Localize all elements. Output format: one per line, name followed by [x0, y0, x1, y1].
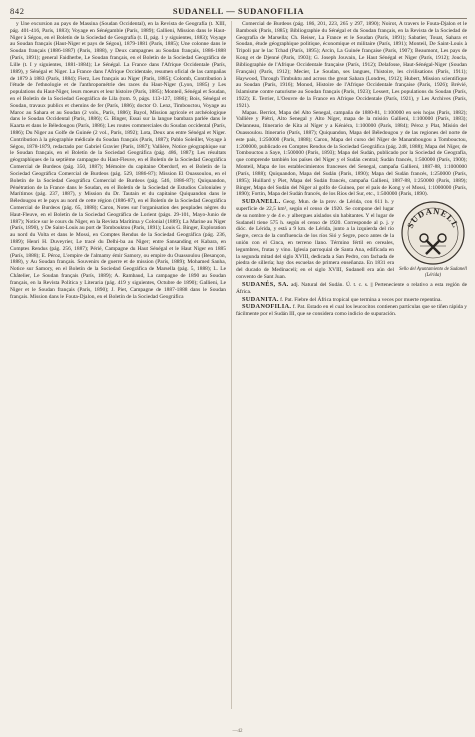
page-header [10, 5, 467, 19]
bibliography-continuation: Comercial de Burdeos (pág. 186, 201, 223, 265 y 297, 1890); Noirot, A travers le Fouta-Djalon et le Bambouk (París, 1885); Bibliographie du Sénégal et du Soudan français, en la Revista de la Sociedad de Geografía de Marsella; Ch. Reiser, La France et le Soudan (París, 1891); Sabatier, Touat, Sahara et Soudan, étude géographique politique, économique et militaire (París, 1891); Monteil, De Saint-Louis à Tripoli par le lac Tchad (París, 1895); Arcin, La Guinée française (París, 1907); Beaumont, Les pays de Kong et de Djenné (París, 1903); G. Joseph Jouvain, Le Haut Sénégal et Niger (París, 1912); Joucla, Bibliographie de l'Afrique Occidentale française (París, 1912); Delafosse, Haut-Sénégal-Niger (Soudan Français) (París, 1912); Mecier, Le Soudan, ses langues, l'histoire, les civilisations (París, 1911); Haywood, Through Timbuktu and across the great Sahara (Londres, 1912); Hubert, Mission scientifique au Soudan (París, 1916); Monod, Histoire de l'Afrique Occidentale française (París, 1926); Brévié, Islamisme contre naturisme au Soudan français (París, 1923); Lessert, Les populations du Soudan (París, 1922); E. Terrier, L'Oeuvre de la France en Afrique Occidentale (París, 1921), y Les Archives (París, 1921). [236, 21, 467, 109]
headword: SUDANELL. [242, 198, 281, 206]
headword: SUDANOFILIA. [242, 303, 292, 311]
seal-caption: Sello del Ayuntamiento de Sudanell (Lérida) [399, 267, 467, 278]
column-divider [231, 21, 232, 709]
page-number: 842 [10, 6, 25, 16]
entry-body: adj. Natural del Sudán. Ú. t. c. s. || Perteneciente o relativo a esta región de África. [236, 281, 467, 295]
bibliography-paragraph: y Une excursion au pays de Massina (Soudan Occidental), en la Revista de Geografía (t. XIII, pág. 401-416, París, 1883); Voyage en Sénégambie (París, 1889); Gallieni, Mission dans le Haut-Niger à Ségou, en el Boletín de la Sociedad de Geografía (t. II, pág. 1 y siguientes, 1883); Voyage au Soudan français (Haut-Niger et pays de Ségou), 1879-1881 (París, 1885); Une colonne dans le Soudan français (1886-1887) (París, 1888), y Deux campagnes au Soudan français, 1886-1888 (París, 1891); general Faidherbe, Le Soudan français, en el Boletín de la Sociedad Geográfica de Lille (t. I y siguientes, 1881-1884); Le Sénégal. La France dans l'Afrique Occidentale (París, 1889), y Sénégal et Niger. La France dans l'Afrique Occidentale, resumen oficial de las campañas de 1879 à 1883 (París, 1884); Fierz, Les français au Niger (París, 1885); Colomb, Contribution à l'étude de l'ethnologie et de l'anthropométrie des races du Haut-Niger (Lyon, 1885) y Les populations du Haut-Niger, leurs moeurs et leur histoire (París, 1885); Monteil, Sénégal et Soudan, en el Boletín de la Sociedad Geográfica de Lila (tom. 9, págs. 113-127, 1886); Bois, Sénégal et Soudan, travaux publics et chemins de fer (París, 1886); doctor O. Lenz, Timbouctou, Voyage au Maroc au Sahara et au Soudan (2 vols., París, 1886); Bayol, Mission agricole et archéologique dans le Soudan Occidental (París, 1886); G. Binger, Essai sur la langue bambara parlée dans le Kaarta et dans le Béledougou (París, 1886); Les routes commerciales du Soudan occidental (París, 1886); Du Niger au Golfe de Guinée (2 vol., París, 1892); Lota, Deux ans entre Sénégal et Niger. Contribution à la géographie médicale du Soudan français (París, 1887); Pablo Soleillet, Voyage à Ségou, 1878-1879, redactado por Gabriel Gravier (París, 1887); Vallière, Notice géographique sur le Soudan français, en el Boletín de la Sociedad Geográfica (pág. 486, 1887); Les résultats géographiques de la septième campagne du Haut-Fleuve, en el Boletín de la Sociedad Geográfica Comercial de Burdeos (pág. 350, 1887); Mémoire du capitaine Oberdorf, en el Boletín de la Sociedad Geográfica Comercial de Burdeos (pág. 529, 1886-87); Mission El Ouassoulou, en el Boletín de la Sociedad Geográfica Comercial de Burdeos (pág. 546, 1886-87); Quiquandon, Pénétration de la France dans le Soudan, en el Boletín de la Sociedad de Estudios Coloniales y Marítimos (pág. 237, 1887), y Mission du Dr. Tautain et du capitaine Quiquandon dans le Béledougou et le pays au nord de cette région (1886-87), en el Boletín de la Sociedad Geográfica Comercial de Burdeos (pág. 65, 1888); Caron, Notes sur l'organisation des peuplades nègres du Haut-Fleuve, en el Boletín de la Sociedad Geográfica de Lorient (págs. 29-101, Mayo-Junio de 1887); Notice sur le cours du Niger, en la Revista Marítima y Colonial (1889); La Marine au Niger (París, 1890), y De Saint-Louis au port de Tombouktou (París, 1891); Louis G. Binger, Exploration au nord du Volta et dans le Mossi, en Comptes Rendus de la Sociedad Geográfica (pág. 236, 1889); Henri H. Duveyrier, Le tracé du Delhi-ba au Niger; entre Sansanding et Kabara, en Comptes Rendus (pág. 256, 1887); Périé, Campagne du Haut Sénégal et le Haut Niger en 1885 (París, 1888); E. Péroz, L'empire de l'almamy émir Samory, ou empire du Ouassoulou (Besançon, 1888), y Au Soudan français. Souvenirs de guerre et de mission (París, 1889); Mohamed Sanha, Notice sur Samory, en el Boletín de la Sociedad Geográfica de Marsella (pág. 5, 1888); L. Le Châtelier, Le Soudan français (París, 1889); A. Rambaud, La campagne de 1890 au Soudan français, en la Revista Política y Literaria (pág. 419 y siguientes, Octubre de 1890); Gallieni, Le Niger et le Soudan français (París, 1890); J. Piet, Campagne de 1887-1888 dans le Soudan français. Mission dans le Fouta-Djalon, en el Boletín de la Sociedad Geográfica [10, 21, 226, 300]
text-columns [10, 21, 467, 709]
entry-sudanes [236, 281, 467, 296]
entry-body: f. Pat. Fiebre del África tropical que termina a veces por muerte repentina. [280, 296, 442, 303]
seal-lettering: SUDANELL [404, 205, 462, 230]
headword: SUDANÉS, SA. [242, 280, 289, 288]
page-footer-mark: —42 [232, 729, 243, 734]
entry-body: f. Pat. Estado en el cual los leucocitos contienen partículas que se tiñen rápida y fácilmente por el Sudán III, que se considera como indicio de supuración. [236, 304, 467, 318]
seal-image [400, 200, 466, 266]
municipal-seal-figure [399, 200, 467, 279]
left-column [10, 21, 226, 709]
entry-sudanofilia [236, 303, 467, 318]
entry-body: Geog. Mun. de la prov. de Lérida, con 611 h. y superficie de 22,5 km², según el censo de 1920. Se compone del lugar de su nombre y de 4 e. y albergues aislados sin habitantes. Y el lugar de Sudanell tiene 575 h. según el censo de 1920. Corresponde al p. j. y dióc. de Lérida, y está a 9 km. de Lérida, junto a la izquierda del río Segre, cerca de la confluencia de los ríos Sió y Segre, poco antes de la unión con el Cinca, en terreno llano. Término fértil en cereales, legumbres, frutas y vino. Iglesia parroquial de Santa Ana, edificada en la segunda mitad del siglo XVIII, dedicada a San Pedro, con fachada de piedra de sillería; hay dos escuelas de primera enseñanza. En 1831 era del ducado de Medinaceli; en el siglo XVIII, Sudanell era aún del convento de Sant Juan. [236, 199, 394, 281]
running-title: SUDANELL — SUDANOFILIA [172, 6, 305, 16]
headword: SUDANITA. [242, 295, 279, 303]
right-column [236, 21, 467, 709]
maps-paragraph: Mapas. Berriot, Mapa del Alto Senegal, campaña de 1880-81, 1:100000 en seis hojas (París, 1882); Vallière y Piétri, Alto Senegal y Alto Níger, mapa de la misión Gallieni, 1:100000 (París, 1883); Delanneau, Itinerario de Kita al Níger y a Kéniéra, 1:100000 (París, 1884); Péroz y Plat, Misión del Ouassoulou. Itinerario (París, 1887); Quiquandon, Mapa del Béledougou y de las regiones del norte de este país, 1:250000 (París, 1888); Caron, Mapa del curso del Níger de Manambougou a Tombouctou, 1:200000, publicado en Comptes Rendus de la Sociedad Geográfica (pág. 248, 1888); Mapa del Níger, de Tombouctou a Saye, 1:500000 (París, 1893); Mapa del Sudán, publicado por la Sociedad de Geografía, que comprende también los países del Níger y el Sudán central; Sudán francés, 1:500000 (París, 1900); Monteil, Mapa de los establecimientos franceses del Senegal, campaña Gallieni, 1887-88, 1:1000000 (París, 1888); Quiquandon, Mapa del Sudán (París, 1890); Mapa del Sudán francés, 1:250000 (París, 1895); Huillard y Piet, Mapa del Sudán francés, campaña Gallieni, 1887-88, 1:250000 (París, 1889); Binger, Mapa del Sudán del Níger al golfo de Guinea, por el país de Kong y el Mossi, 1:1000000 (París, 1890); Fortin, Mapa del Sudán francés, de los Ríos del Sur, etc., 1:500000 (París, 1890). [236, 109, 467, 198]
entry-sudanita [236, 296, 467, 304]
